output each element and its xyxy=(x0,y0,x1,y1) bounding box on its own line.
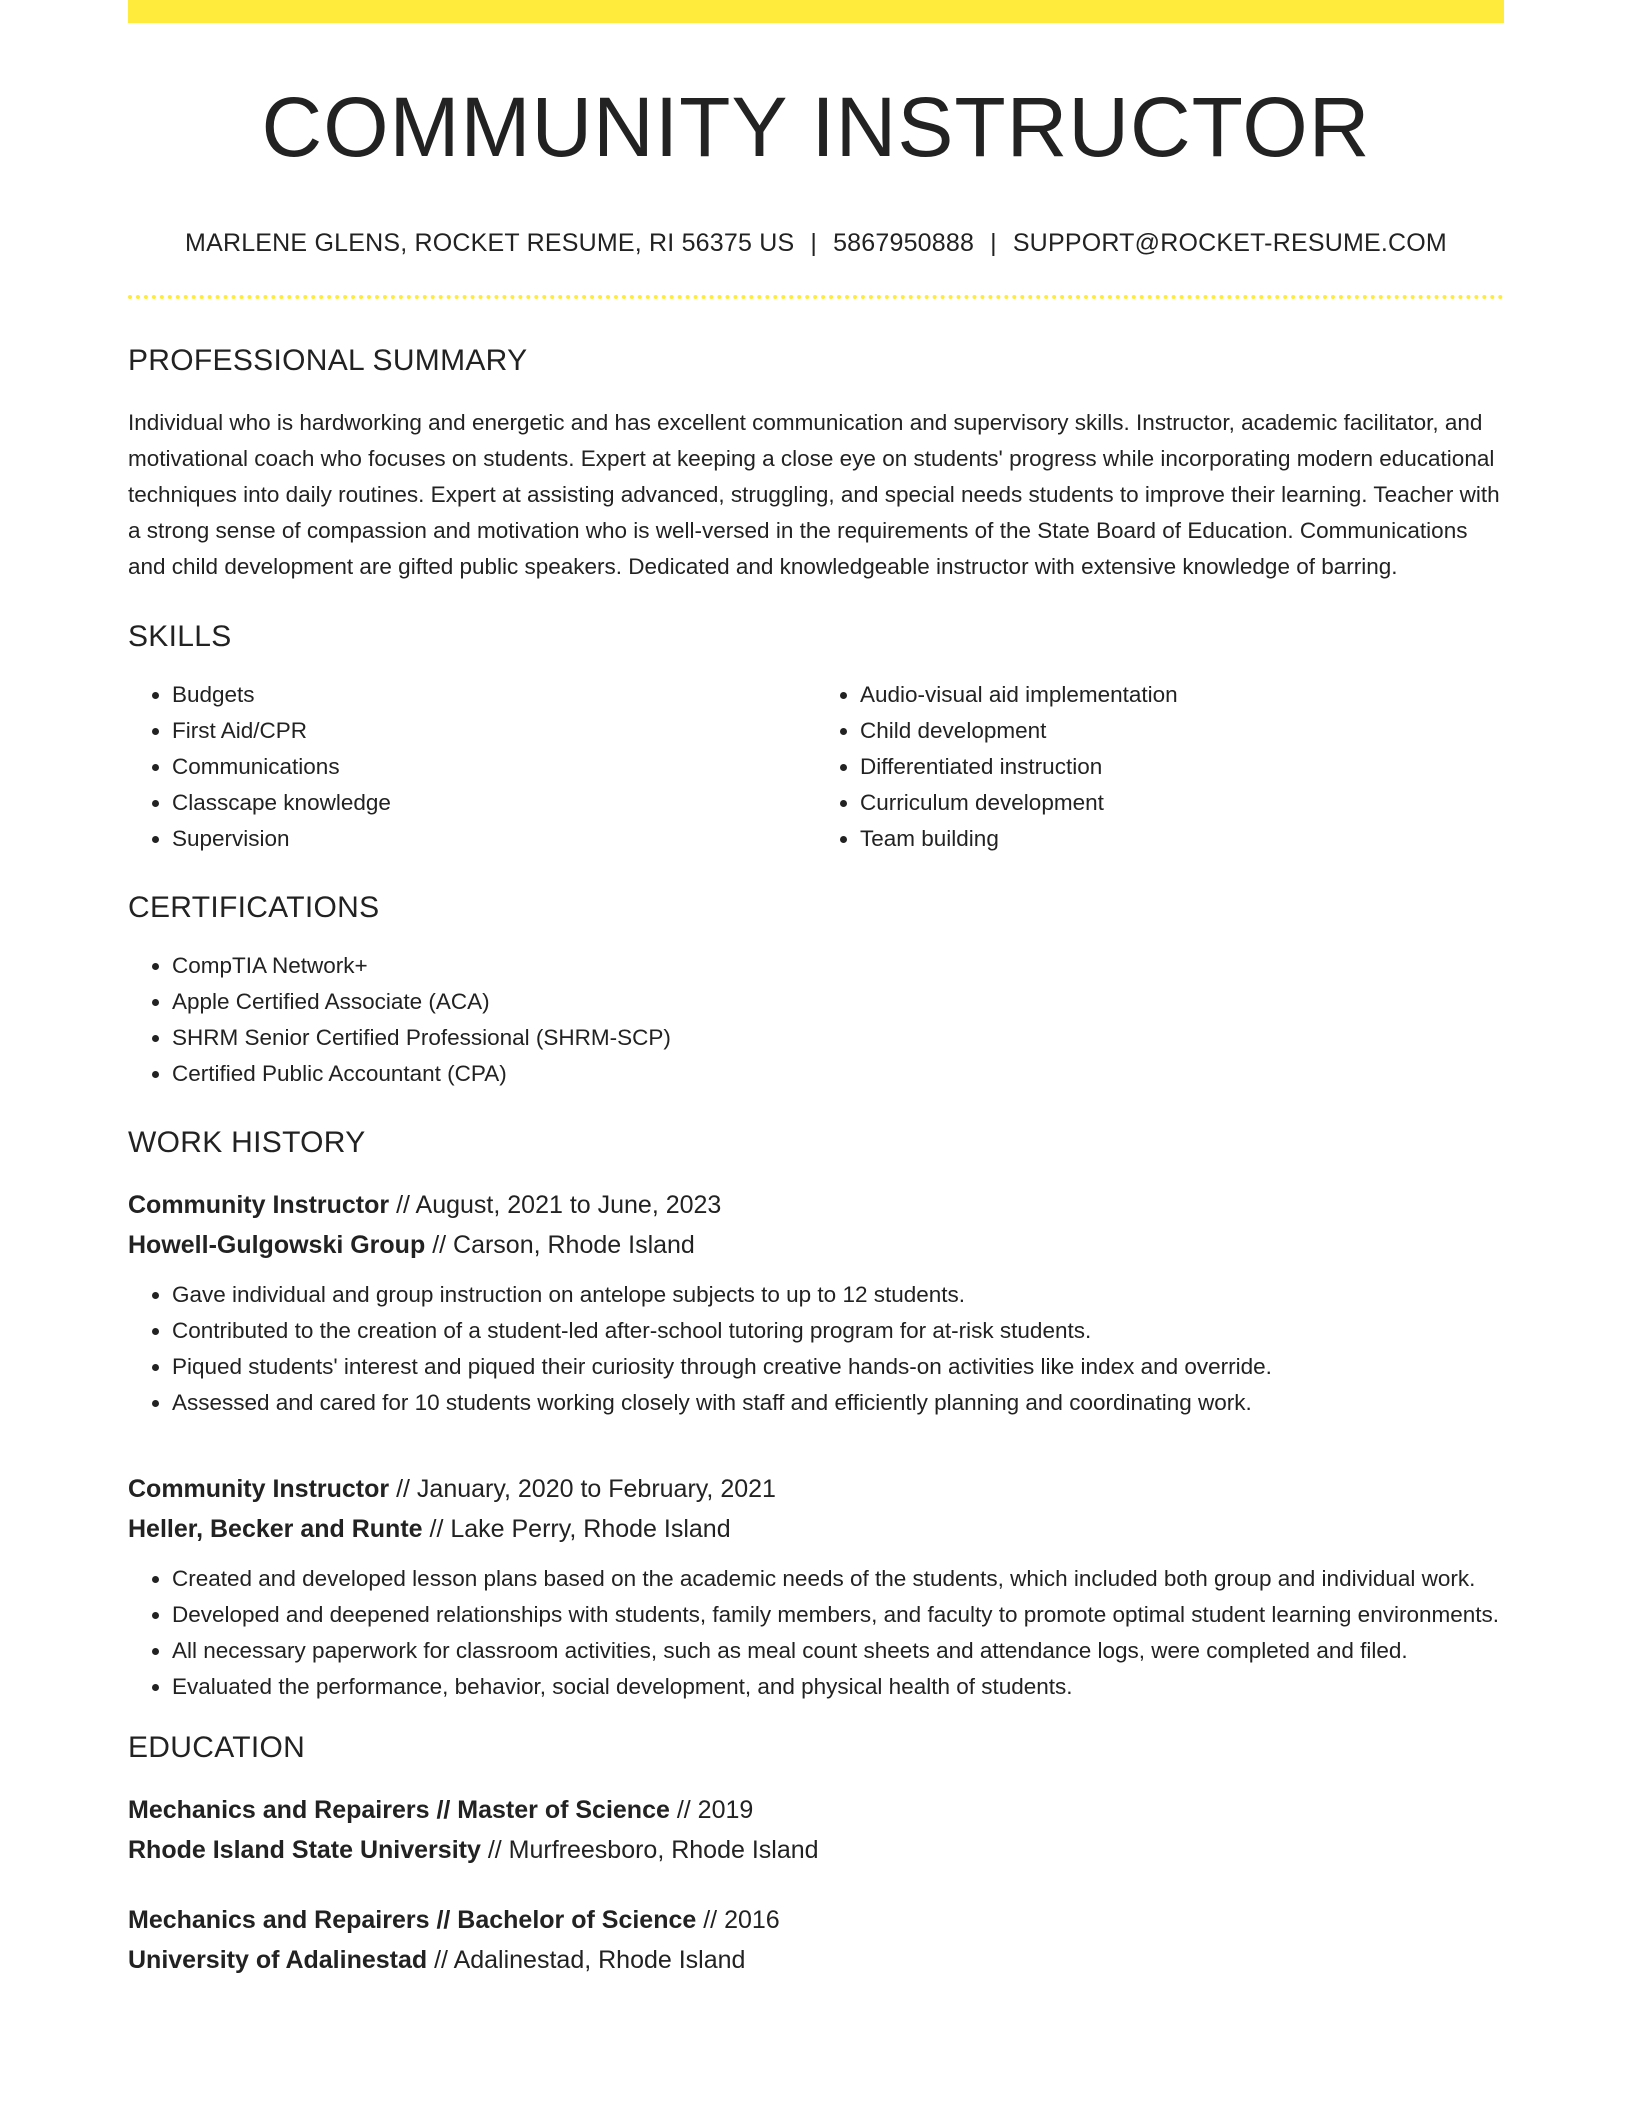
list-item: • Created and developed lesson plans based on the academic needs of the students, which included both group and individual work. xyxy=(172,1561,1504,1597)
job-company: Heller, Becker and Runte xyxy=(128,1515,423,1543)
list-item: • Budgets xyxy=(172,677,816,713)
section-heading-education: EDUCATION xyxy=(128,1731,306,1764)
list-item: • Contributed to the creation of a student-led after-school tutoring program for at-risk students. xyxy=(172,1313,1504,1349)
education-year: // 2019 xyxy=(676,1796,754,1824)
list-item: • Evaluated the performance, behavior, social development, and physical health of students. xyxy=(172,1669,1504,1705)
job-title-line xyxy=(128,1185,1504,1225)
contact-address: MARLENE GLENS, ROCKET RESUME, RI 56375 US xyxy=(185,229,795,257)
contact-phone: 5867950888 xyxy=(833,229,975,257)
section-heading-work-history: WORK HISTORY xyxy=(128,1126,366,1159)
job-title-line xyxy=(128,1469,1504,1509)
list-item: • Communications xyxy=(172,749,816,785)
education-school: Rhode Island State University xyxy=(128,1836,481,1864)
job-title: Community Instructor xyxy=(128,1191,390,1219)
certifications-list xyxy=(128,948,1504,1092)
job-company-line xyxy=(128,1225,1504,1265)
skills-list-right xyxy=(816,677,1504,857)
list-item: • Assessed and cared for 10 students working closely with staff and efficiently planning and coordinating work. xyxy=(172,1385,1504,1421)
list-item: • Differentiated instruction xyxy=(860,749,1504,785)
education-school-line xyxy=(128,1940,1504,1980)
accent-top-bar xyxy=(128,0,1504,23)
list-item: • Supervision xyxy=(172,821,816,857)
list-item: • First Aid/CPR xyxy=(172,713,816,749)
list-item: • CompTIA Network+ xyxy=(172,948,1504,984)
education-location: // Adalinestad, Rhode Island xyxy=(434,1946,746,1974)
section-heading-certifications: CERTIFICATIONS xyxy=(128,891,380,924)
education-entry xyxy=(128,1900,1504,1980)
job-company-line xyxy=(128,1509,1504,1549)
summary-text: Individual who is hardworking and energetic and has excellent communication and supervisory skills. Instructor, academic facilitator, and motivational coach who focuses on students. Expert at keeping a close eye on students' progress while incorporating modern educational techniques into daily routines. Expert at assisting advanced, struggling, and special needs students to improve their learning. Teacher with a strong sense of compassion and motivation who is well-versed in the requirements of the State Board of Education. Communications and child development are gifted public speakers. Dedicated and knowledgeable instructor with extensive knowledge of barring. xyxy=(128,410,1500,579)
section-heading-summary: PROFESSIONAL SUMMARY xyxy=(128,344,528,377)
job-entry xyxy=(128,1185,1504,1421)
contact-email: SUPPORT@ROCKET-RESUME.COM xyxy=(1012,229,1447,257)
skills-list-left xyxy=(128,677,816,857)
contact-separator: | xyxy=(810,229,818,257)
job-entry xyxy=(128,1469,1504,1705)
list-item: • Certified Public Accountant (CPA) xyxy=(172,1056,1504,1092)
list-item: • Child development xyxy=(860,713,1504,749)
job-dates: // January, 2020 to February, 2021 xyxy=(396,1475,776,1503)
section-heading-skills: SKILLS xyxy=(128,620,232,653)
list-item: • SHRM Senior Certified Professional (SHRM-SCP) xyxy=(172,1020,1504,1056)
resume-title: COMMUNITY INSTRUCTOR xyxy=(261,80,1371,174)
education-school-line xyxy=(128,1830,1504,1870)
list-item: • Classcape knowledge xyxy=(172,785,816,821)
list-item: • Developed and deepened relationships with students, family members, and faculty to promote optimal student learning environments. xyxy=(172,1597,1504,1633)
education-entry xyxy=(128,1790,1504,1870)
job-location: // Lake Perry, Rhode Island xyxy=(429,1515,731,1543)
job-bullets xyxy=(128,1561,1504,1705)
list-item: • Audio-visual aid implementation xyxy=(860,677,1504,713)
skills-grid xyxy=(128,677,1504,857)
list-item: • Piqued students' interest and piqued their curiosity through creative hands-on activities like index and override. xyxy=(172,1349,1504,1385)
job-bullets xyxy=(128,1277,1504,1421)
list-item: • Curriculum development xyxy=(860,785,1504,821)
job-company: Howell-Gulgowski Group xyxy=(128,1231,426,1259)
list-item: • All necessary paperwork for classroom activities, such as meal count sheets and attendance logs, were completed and filed. xyxy=(172,1633,1504,1669)
education-degree: Mechanics and Repairers // Master of Science xyxy=(128,1796,670,1824)
list-item: • Apple Certified Associate (ACA) xyxy=(172,984,1504,1020)
job-dates: // August, 2021 to June, 2023 xyxy=(396,1191,722,1219)
education-location: // Murfreesboro, Rhode Island xyxy=(487,1836,819,1864)
list-item: • Team building xyxy=(860,821,1504,857)
list-item: • Gave individual and group instruction on antelope subjects to up to 12 students. xyxy=(172,1277,1504,1313)
job-title: Community Instructor xyxy=(128,1475,390,1503)
education-degree-line xyxy=(128,1790,1504,1830)
job-location: // Carson, Rhode Island xyxy=(432,1231,695,1259)
education-degree-line xyxy=(128,1900,1504,1940)
resume-page xyxy=(128,0,1504,1980)
education-school: University of Adalinestad xyxy=(128,1946,428,1974)
contact-separator: | xyxy=(990,229,997,257)
education-degree: Mechanics and Repairers // Bachelor of Science xyxy=(128,1906,697,1934)
contact-line xyxy=(128,231,1504,256)
dotted-divider xyxy=(128,295,1504,299)
education-year: // 2016 xyxy=(703,1906,780,1934)
